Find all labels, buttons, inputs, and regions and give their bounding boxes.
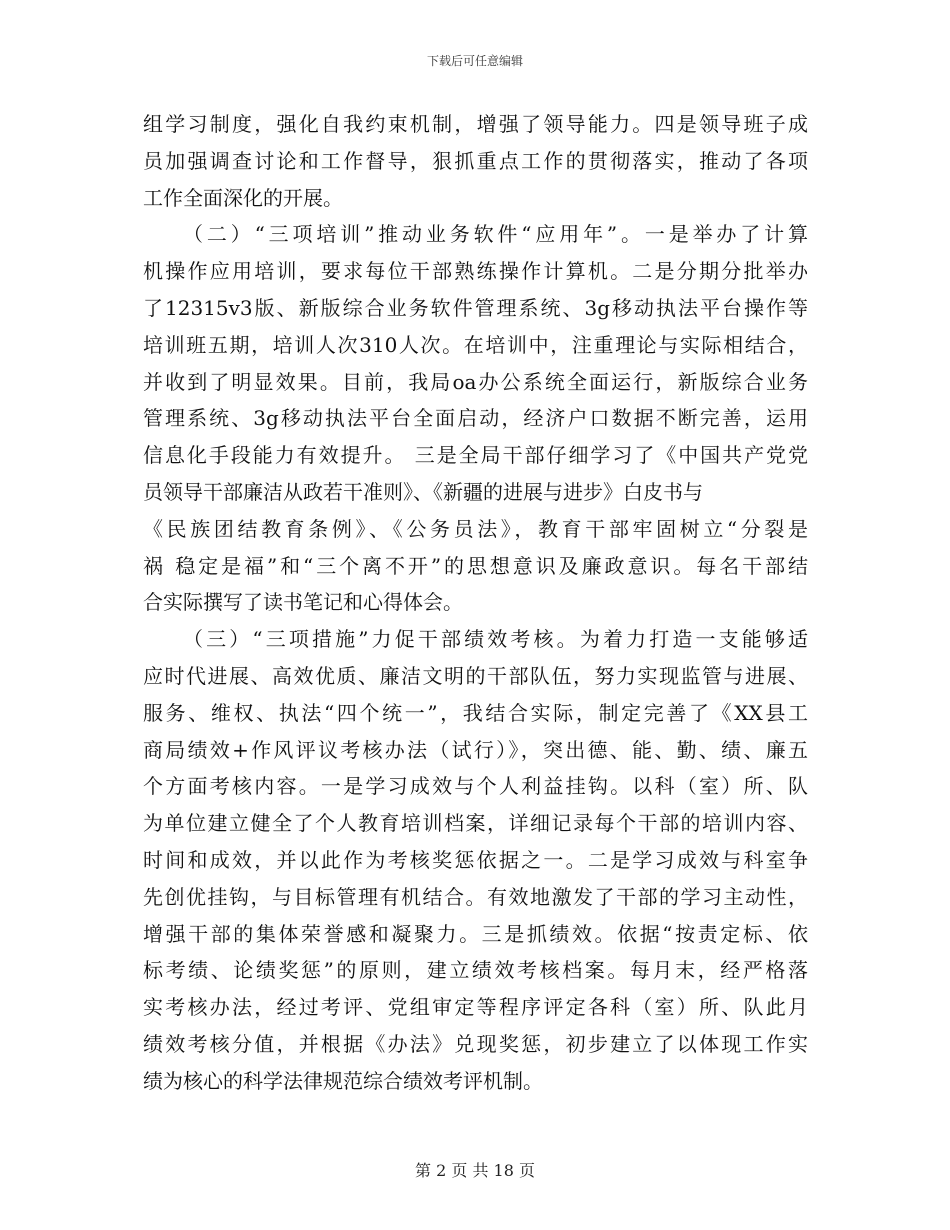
- text-line: （三）“三项措施”力促干部绩效考核。为着力打造一支能够适: [183, 627, 808, 652]
- text-line: 《民族团结教育条例》、《公务员法》，教育干部牢固树立“分裂是: [143, 516, 808, 541]
- text-line: 商局绩效+作风评议考核办法（试行）》，突出德、能、勤、绩、廉五: [143, 737, 808, 762]
- text-line: 了12315v3版、新版综合业务软件管理系统、3g移动执法平台操作等: [143, 295, 808, 320]
- document-body: [143, 106, 808, 1100]
- text-line: 先创优挂钩，与目标管理有机结合。有效地激发了干部的学习主动性，: [143, 884, 808, 909]
- text-line: 实考核办法，经过考评、党组审定等程序评定各科（室）所、队此月: [143, 995, 808, 1020]
- text-line: 员领导干部廉洁从政若干准则》、《新疆的进展与进步》白皮书与: [143, 479, 703, 504]
- text-line: 应时代进展、高效优质、廉洁文明的干部队伍，努力实现监管与进展、: [143, 663, 808, 688]
- text-line: 并收到了明显效果。目前，我局oa办公系统全面运行，新版综合业务: [143, 369, 808, 394]
- paragraph-2: [143, 216, 808, 621]
- text-line: 时间和成效，并以此作为考核奖惩依据之一。二是学习成效与科室争: [143, 847, 808, 872]
- text-line: 管理系统、3g移动执法平台全面启动，经济户口数据不断完善，运用: [143, 406, 808, 431]
- text-line: 绩为核心的科学法律规范综合绩效考评机制。: [143, 1068, 543, 1093]
- text-line: 增强干部的集体荣誉感和凝聚力。三是抓绩效。依据“按责定标、依: [143, 921, 808, 946]
- text-line: 工作全面深化的开展。: [143, 185, 343, 210]
- text-line: 绩效考核分值，并根据《办法》兑现奖惩，初步建立了以体现工作实: [143, 1031, 808, 1056]
- paragraph-3: [143, 621, 808, 1099]
- text-line: 标考绩、论绩奖惩”的原则，建立绩效考核档案。每月末，经严格落: [143, 958, 808, 983]
- text-line: 员加强调查讨论和工作督导，狠抓重点工作的贯彻落实，推动了各项: [143, 148, 808, 173]
- text-line: 培训班五期，培训人次310人次。在培训中，注重理论与实际相结合，: [143, 332, 808, 357]
- paragraph-1: [143, 106, 808, 216]
- text-line: 祸 稳定是福”和“三个离不开”的思想意识及廉政意识。每名干部结: [143, 553, 808, 578]
- page-number-footer: 第 2 页 共 18 页: [415, 1161, 535, 1180]
- text-line: 机操作应用培训，要求每位干部熟练操作计算机。二是分期分批举办: [143, 259, 808, 284]
- page-header: 下载后可任意编辑: [426, 54, 523, 68]
- text-line: 个方面考核内容。一是学习成效与个人利益挂钩。以科（室）所、队: [143, 774, 808, 799]
- text-line: 服务、维权、执法“四个统一”，我结合实际，制定完善了《XX县工: [143, 700, 808, 725]
- text-line: 为单位建立健全了个人教育培训档案，详细记录每个干部的培训内容、: [143, 811, 808, 836]
- text-line: 组学习制度，强化自我约束机制，增强了领导能力。四是领导班子成: [143, 112, 808, 136]
- text-line: 信息化手段能力有效提升。 三是全局干部仔细学习了《中国共产党党: [143, 443, 808, 468]
- text-line: （二）“三项培训”推动业务软件“应用年”。一是举办了计算: [183, 222, 808, 247]
- text-line: 合实际撰写了读书笔记和心得体会。: [143, 590, 463, 615]
